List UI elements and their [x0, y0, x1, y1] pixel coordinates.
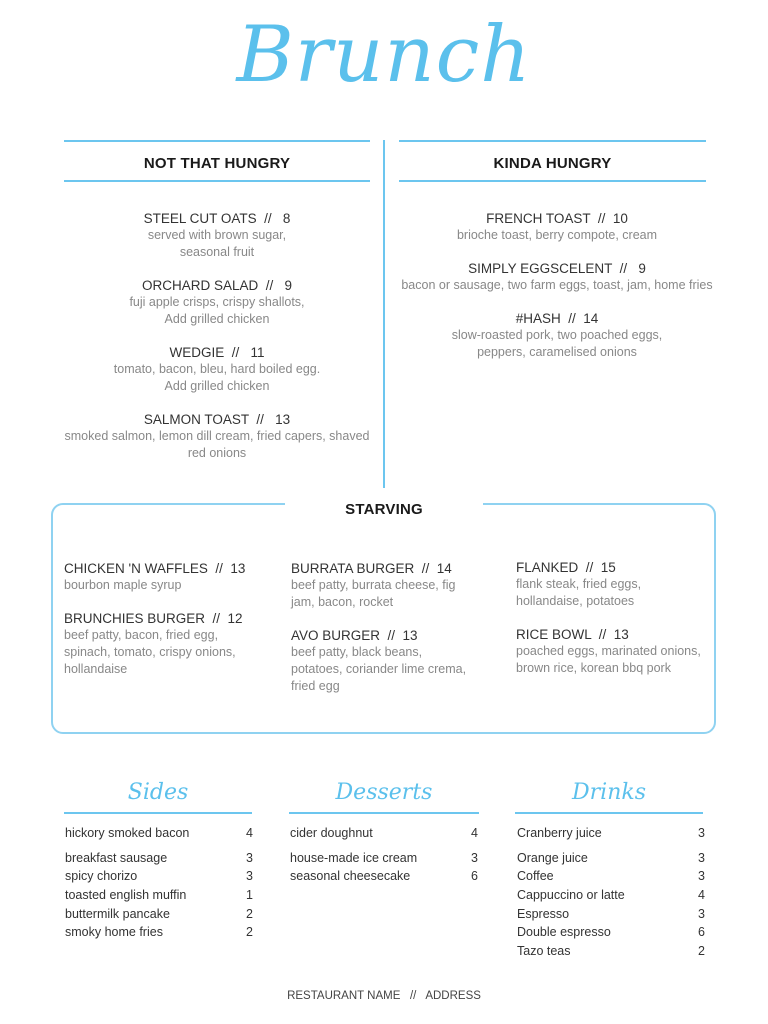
- menu-item: [54, 411, 380, 462]
- starving-column-1: [64, 560, 274, 694]
- list-item: [517, 942, 705, 961]
- list-item-name: Espresso: [517, 906, 570, 921]
- menu-item: [392, 310, 722, 361]
- menu-item-description: hollandaise, potatoes: [516, 594, 635, 608]
- list-item-price: 6: [471, 869, 478, 884]
- menu-item-description: beef patty, black beans,: [291, 645, 423, 659]
- menu-item-description: served with brown sugar,: [147, 228, 287, 242]
- list-item-name: Coffee: [517, 869, 554, 884]
- menu-item-name: FLANKED // 15: [516, 560, 616, 575]
- list-item-price: 3: [246, 869, 253, 884]
- list-item-price: 4: [698, 888, 705, 903]
- menu-item-name: AVO BURGER // 13: [291, 628, 418, 643]
- list-item: [65, 905, 253, 924]
- menu-item-name: ORCHARD SALAD // 9: [141, 278, 293, 293]
- list-item-price: 3: [698, 850, 705, 865]
- list-item: [517, 849, 705, 868]
- list-item-name: Cappuccino or latte: [517, 888, 625, 903]
- menu-item-name: CHICKEN 'N WAFFLES // 13: [64, 561, 246, 576]
- desserts-list: [290, 824, 478, 886]
- list-item-price: 3: [698, 906, 705, 921]
- divider: [289, 812, 479, 814]
- list-item-price: 3: [471, 850, 478, 865]
- divider: [64, 180, 370, 182]
- list-item: [65, 886, 253, 905]
- list-item-name: buttermilk pancake: [65, 906, 170, 921]
- desserts-heading: Desserts: [335, 780, 433, 805]
- list-item-name: Cranberry juice: [517, 826, 602, 840]
- list-item: [290, 849, 478, 868]
- menu-item-name: STEEL CUT OATS // 8: [143, 211, 291, 226]
- menu-item-description: Add grilled chicken: [164, 312, 270, 326]
- menu-item-description: poached eggs, marinated onions,: [516, 644, 701, 658]
- menu-item: [516, 559, 711, 610]
- menu-item-description: tomato, bacon, bleu, hard boiled egg.: [113, 362, 321, 376]
- list-item-name: Orange juice: [517, 850, 588, 865]
- menu-item-name: SALMON TOAST // 13: [143, 412, 291, 427]
- list-item-price: 4: [246, 826, 253, 840]
- sides-heading: Sides: [127, 780, 189, 805]
- menu-item-description: spinach, tomato, crispy onions,: [64, 645, 236, 659]
- menu-item: [392, 210, 722, 244]
- list-item-name: Double espresso: [517, 925, 611, 940]
- starving-column-3: [516, 559, 711, 693]
- divider: [64, 812, 252, 814]
- drinks-list: [517, 824, 705, 961]
- menu-item-description: potatoes, coriander lime crema,: [291, 662, 467, 676]
- menu-item: [516, 626, 711, 677]
- list-item: [517, 824, 705, 843]
- section-heading-not-that-hungry: NOT THAT HUNGRY: [143, 155, 291, 172]
- drinks-heading: Drinks: [572, 780, 646, 805]
- list-item-name: house-made ice cream: [290, 850, 418, 865]
- menu-item-description: peppers, caramelised onions: [477, 345, 637, 359]
- list-item: [517, 905, 705, 924]
- list-item-price: 3: [246, 850, 253, 865]
- kinda-hungry-list: [392, 210, 722, 377]
- menu-item-description: slow-roasted pork, two poached eggs,: [451, 328, 663, 342]
- list-item-price: 2: [246, 925, 253, 940]
- divider: [399, 140, 706, 142]
- menu-item-description: red onions: [187, 446, 247, 460]
- menu-item: [64, 560, 274, 594]
- menu-item: [392, 260, 722, 294]
- list-item-name: toasted english muffin: [65, 888, 187, 903]
- menu-item-description: flank steak, fried eggs,: [516, 577, 642, 591]
- menu-item-name: SIMPLY EGGSCELENT // 9: [468, 261, 646, 276]
- list-item: [517, 923, 705, 942]
- list-item: [65, 923, 253, 942]
- menu-item-description: hollandaise: [64, 662, 128, 676]
- list-item-price: 2: [246, 906, 253, 921]
- list-item: [517, 867, 705, 886]
- menu-item-description: brioche toast, berry compote, cream: [456, 228, 658, 242]
- menu-item-description: brown rice, korean bbq pork: [516, 661, 671, 675]
- divider: [515, 812, 703, 814]
- menu-item: [54, 277, 380, 328]
- list-item-name: hickory smoked bacon: [65, 826, 190, 840]
- menu-item: [64, 610, 274, 678]
- list-item-name: seasonal cheesecake: [290, 869, 411, 884]
- list-item-price: 1: [246, 888, 253, 903]
- divider: [399, 180, 706, 182]
- list-item: [65, 867, 253, 886]
- list-item-name: breakfast sausage: [65, 850, 168, 865]
- menu-item-description: fuji apple crisps, crispy shallots,: [129, 295, 305, 309]
- menu-item-name: BURRATA BURGER // 14: [291, 561, 452, 576]
- menu-item-name: RICE BOWL // 13: [516, 627, 629, 642]
- menu-item-name: FRENCH TOAST // 10: [486, 211, 628, 226]
- menu-item-description: jam, bacon, rocket: [291, 595, 394, 609]
- menu-item-name: WEDGIE // 11: [169, 345, 265, 360]
- menu-item-description: seasonal fruit: [179, 245, 255, 259]
- section-heading-kinda-hungry: KINDA HUNGRY: [493, 155, 612, 172]
- menu-item-description: smoked salmon, lemon dill cream, fried capers, shaved: [64, 429, 370, 443]
- column-divider: [383, 140, 385, 488]
- not-that-hungry-list: [54, 210, 380, 478]
- list-item-price: 3: [698, 826, 705, 840]
- list-item-price: 4: [471, 826, 478, 840]
- list-item: [65, 849, 253, 868]
- menu-item: [54, 344, 380, 395]
- menu-item-name: #HASH // 14: [515, 311, 599, 326]
- list-item: [290, 824, 478, 843]
- menu-item-description: beef patty, burrata cheese, fig: [291, 578, 456, 592]
- list-item-price: 3: [698, 869, 705, 884]
- divider: [64, 140, 370, 142]
- list-item: [290, 867, 478, 886]
- menu-item-name: BRUNCHIES BURGER // 12: [64, 611, 243, 626]
- list-item-name: spicy chorizo: [65, 869, 138, 884]
- list-item: [517, 886, 705, 905]
- sides-list: [65, 824, 253, 942]
- menu-item: [291, 627, 501, 695]
- list-item-name: Tazo teas: [517, 944, 571, 959]
- menu-item-description: beef patty, bacon, fried egg,: [64, 628, 219, 642]
- section-heading-starving: STARVING: [345, 501, 423, 518]
- menu-item-description: Add grilled chicken: [164, 379, 270, 393]
- list-item: [65, 824, 253, 843]
- list-item-name: smoky home fries: [65, 925, 163, 940]
- menu-item: [291, 560, 501, 611]
- starving-column-2: [291, 560, 501, 711]
- list-item-price: 2: [698, 944, 705, 959]
- list-item-price: 6: [698, 925, 705, 940]
- menu-item-description: fried egg: [291, 679, 340, 693]
- list-item-name: cider doughnut: [290, 826, 373, 840]
- menu-item-description: bourbon maple syrup: [64, 578, 182, 592]
- menu-item: [54, 210, 380, 261]
- menu-title: Brunch: [236, 10, 532, 100]
- footer-restaurant-address: RESTAURANT NAME // ADDRESS: [287, 990, 481, 1002]
- menu-item-description: bacon or sausage, two farm eggs, toast, jam, home fries: [401, 278, 713, 292]
